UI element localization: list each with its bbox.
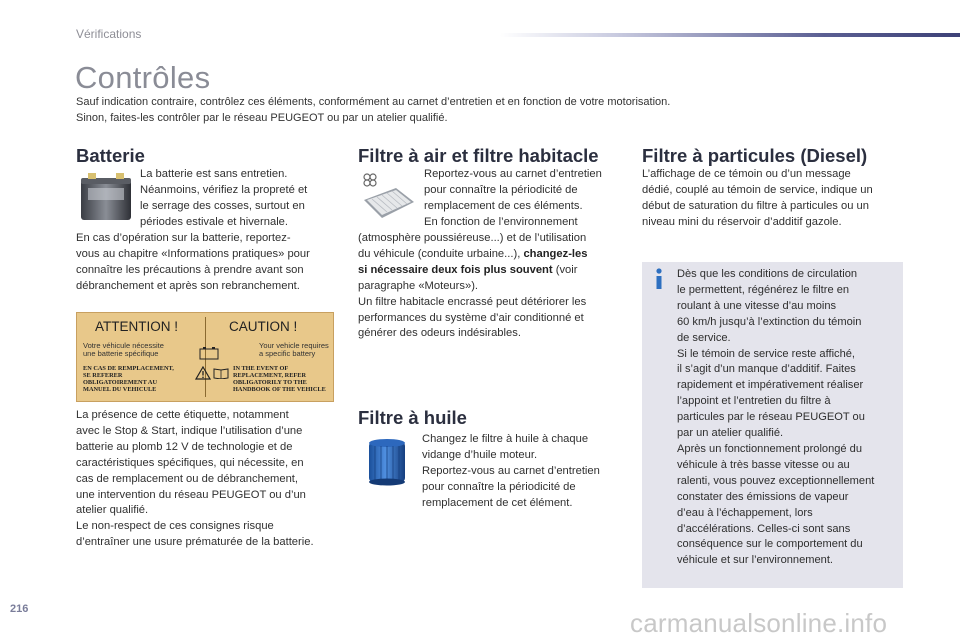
text-line: MANUEL DU VEHICULE (83, 386, 157, 393)
text-line: d’eau à l’échappement, lors (677, 506, 813, 519)
text-span: (voir (552, 263, 578, 276)
label-left-subtitle (83, 342, 203, 358)
text-line: remplacement de ces éléments. (424, 199, 583, 212)
text-line: En fonction de l’environnement (424, 215, 578, 228)
label-left-instructions (83, 365, 195, 393)
text-line: l’appoint et l’entretien du filtre à (677, 395, 831, 408)
text-line: La présence de cette étiquette, notamment (76, 409, 289, 421)
text-line: vous au chapitre «Informations pratiques» pour (76, 247, 310, 260)
text-line: Un filtre habitacle encrassé peut détériorer les (358, 295, 587, 308)
battery-paragraph-1 (140, 167, 340, 231)
battery-icon (78, 170, 134, 222)
oil-filter-heading: Filtre à huile (358, 407, 467, 428)
battery-warning-label (76, 312, 334, 402)
text-line: OBLIGATORILY TO THE (233, 379, 307, 386)
manual-book-icon (213, 367, 229, 379)
text-line: performances du système d’air conditionné et (358, 311, 584, 324)
text-line: a specific battery (259, 349, 316, 358)
text-line: ralenti, vous pouvez exceptionnellement (677, 474, 875, 487)
text-line (358, 263, 626, 279)
oil-filter-paragraph (422, 432, 632, 512)
particulate-filter-heading: Filtre à particules (Diesel) (642, 145, 868, 166)
info-text (677, 267, 902, 569)
text-line: le permettent, régénérez le filtre en (677, 283, 850, 296)
text-line: Après un fonctionnement prolongé du (677, 442, 863, 455)
text-line: L’affichage de ce témoin ou d’un message (642, 168, 851, 180)
text-line: niveau mini du réservoir d’additif gazole. (642, 215, 842, 228)
text-line: batterie au plomb 12 V de technologie et de (76, 440, 293, 453)
text-line: Néanmoins, vérifiez la propreté et (140, 183, 308, 196)
text-line: constater des émissions de vapeur (677, 490, 849, 503)
battery-paragraph-3 (76, 408, 346, 551)
text-line: véhicule à très basse vitesse ou au (677, 458, 850, 471)
text-line: paragraphe «Moteurs»). (358, 279, 479, 292)
text-line: avec le Stop & Start, indique l’utilisation d’une (76, 424, 303, 437)
warning-triangle-icon (195, 366, 211, 380)
text-line: Votre véhicule nécessite (83, 341, 164, 350)
info-icon (653, 268, 665, 290)
text-line: REPLACEMENT, REFER (233, 372, 307, 379)
text-line: En cas d’opération sur la batterie, reportez- (76, 232, 291, 244)
text-line: par un atelier qualifié. (677, 427, 784, 440)
text-line: Reportez-vous au carnet d’entretien (424, 168, 602, 180)
air-filter-heading: Filtre à air et filtre habitacle (358, 145, 599, 166)
text-line: connaître les précautions à prendre avant son (76, 263, 304, 276)
text-line: HANDBOOK OF THE VEHICLE (233, 386, 326, 393)
text-line: OBLIGATOIREMENT AU (83, 379, 158, 386)
text-line: de service. (677, 331, 731, 344)
text-line: vidange d’huile moteur. (422, 448, 538, 461)
text-line: véhicule et sur l’environnement. (677, 554, 834, 567)
text-line: une intervention du réseau PEUGEOT ou d’un (76, 488, 306, 501)
text-line: conséquence sur le comportement du (677, 538, 863, 551)
intro-text (76, 95, 896, 126)
text-line: d’entraîner une usure prématurée de la batterie. (76, 536, 314, 549)
text-line: SE REFERER (83, 372, 123, 379)
emphasis-text: changez-les (523, 247, 588, 260)
text-line: Le non-respect de ces consignes risque (76, 520, 274, 533)
particulate-filter-paragraph (642, 167, 908, 231)
text-line: remplacement de cet élément. (422, 496, 573, 509)
battery-symbol-icon (199, 346, 219, 360)
text-line: d’accélérations. Celles-ci sont sans (677, 522, 851, 535)
text-line: IN THE EVENT OF (233, 365, 289, 372)
text-line: il s’agit d’un manque d’additif. Faites (677, 363, 856, 376)
intro-line: Sinon, faites-les contrôler par le réseau PEUGEOT ou par un atelier qualifié. (76, 111, 448, 124)
text-span: du véhicule (conduite urbaine...), (358, 247, 524, 260)
watermark: carmanualsonline.info (630, 608, 888, 638)
text-line: caractéristiques spécifiques, qui nécessite, en (76, 456, 304, 469)
intro-line: Sauf indication contraire, contrôlez ces éléments, conformément au carnet d’entretien et en fonction de votre motorisation. (76, 96, 671, 108)
text-line: La batterie est sans entretien. (140, 168, 288, 180)
text-line: débranchement et après son rebranchement. (76, 279, 300, 292)
text-line: 60 km/h jusqu’à l’extinction du témoin (677, 315, 862, 328)
text-line: Your vehicle requires (259, 341, 329, 350)
air-filter-icon (360, 172, 416, 222)
section-header: Vérifications (76, 27, 142, 41)
text-line: le serrage des cosses, surtout en (140, 199, 305, 212)
text-line: atelier qualifié. (76, 504, 149, 517)
text-line: particules par le réseau PEUGEOT ou (677, 411, 865, 424)
text-line: EN CAS DE REMPLACEMENT, (83, 365, 174, 372)
text-line: cas de remplacement ou de débranchement, (76, 472, 299, 485)
text-line (358, 247, 626, 263)
text-line: Reportez-vous au carnet d’entretien (422, 464, 600, 477)
text-line: pour connaître la périodicité de (422, 480, 576, 493)
air-filter-paragraph-1 (424, 167, 624, 231)
text-line: rapidement et impérativement réaliser (677, 379, 864, 392)
label-right-subtitle (259, 342, 331, 358)
page-title: Contrôles (75, 60, 211, 95)
header-rule (500, 33, 960, 37)
emphasis-text: si nécessaire deux fois plus souvent (358, 263, 553, 276)
oil-filter-icon (365, 438, 409, 486)
text-line: (atmosphère poussiéreuse...) et de l’utilisation (358, 232, 587, 244)
text-line: dédié, couplé au témoin de service, indique un (642, 183, 873, 196)
text-line: une batterie spécifique (83, 349, 159, 358)
text-line: Dès que les conditions de circulation (677, 268, 858, 280)
battery-heading: Batterie (76, 145, 145, 166)
text-line: roulant à une vitesse d’au moins (677, 299, 837, 312)
page-number: 216 (10, 603, 29, 615)
text-line: périodes estivale et hivernale. (140, 215, 289, 228)
text-line: Changez le filtre à huile à chaque (422, 433, 589, 445)
text-line: début de saturation du filtre à particules ou un (642, 199, 870, 212)
label-right-title: CAUTION ! (229, 319, 298, 334)
air-filter-paragraph-2 (358, 231, 626, 342)
battery-paragraph-2 (76, 231, 342, 295)
text-line: pour connaître la périodicité de (424, 183, 578, 196)
label-left-title: ATTENTION ! (95, 319, 178, 334)
text-line: générer des odeurs indésirables. (358, 327, 521, 340)
label-right-instructions (233, 365, 334, 393)
text-line: Si le témoin de service reste affiché, (677, 347, 855, 360)
